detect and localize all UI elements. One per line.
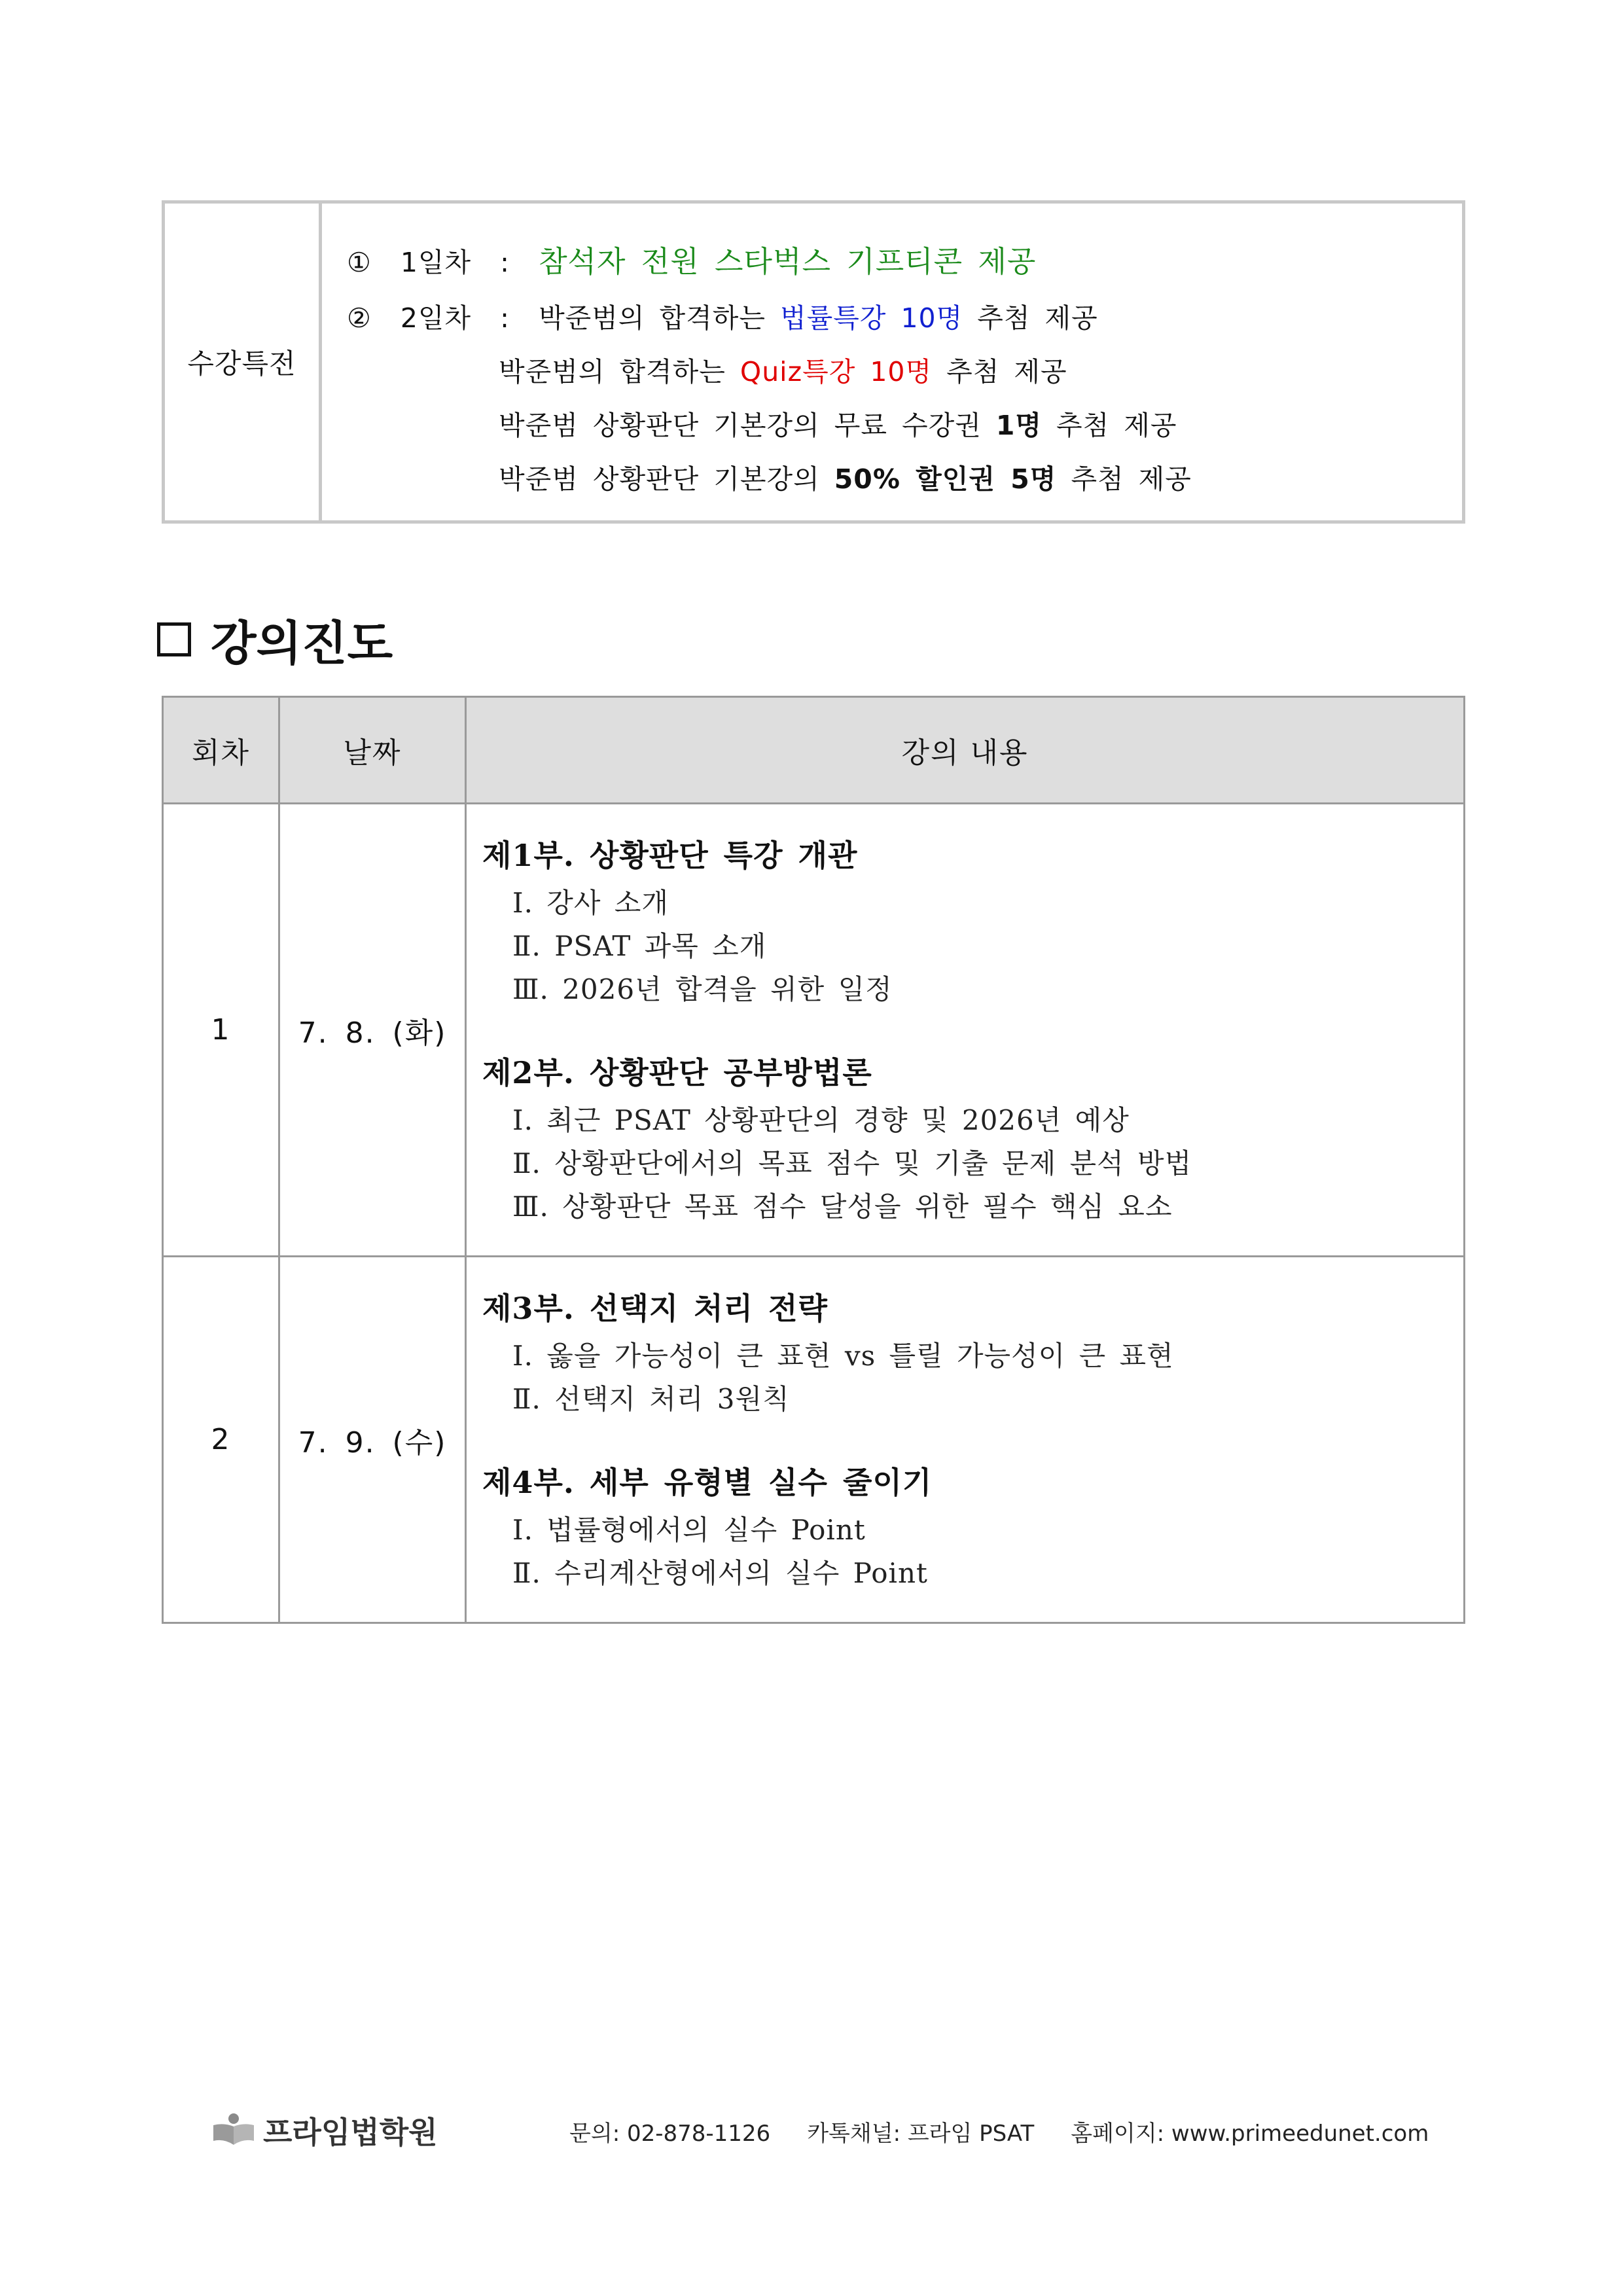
- table-row: [164, 802, 1463, 1255]
- section-title: 강의진도: [211, 616, 393, 671]
- benefit-highlight-quiz: Quiz특강 10명: [740, 356, 933, 387]
- part-item: Ⅲ. 상황판단 목표 점수 달성을 위한 필수 핵심 요소: [512, 1191, 1173, 1223]
- table-row: [164, 1255, 1463, 1622]
- benefit-line-prefix: ② 2일차 : 박준범의 합격하는: [347, 302, 780, 334]
- benefit-line-suffix: 추첨 제공: [963, 302, 1098, 334]
- part-item: Ⅰ. 법률형에서의 실수 Point: [512, 1514, 866, 1546]
- part-title: 제4부. 세부 유형별 실수 줄이기: [482, 1465, 933, 1500]
- footer-logo: [211, 2109, 438, 2152]
- session-date-cell: [280, 804, 467, 1255]
- session-content: [467, 1257, 1463, 1622]
- benefit-line-quiz: [499, 350, 1067, 389]
- session-content: [467, 804, 1463, 1255]
- footer-logo-text: 프라임법학원: [263, 2115, 438, 2150]
- footer-phone: 문의: 02-878-1126: [569, 2121, 771, 2147]
- session-no: 2: [211, 1423, 231, 1456]
- part-item: Ⅱ. 상황판단에서의 목표 점수 및 기출 문제 분석 방법: [512, 1147, 1192, 1179]
- benefits-label: 수강특전: [165, 204, 322, 520]
- benefit-bold-count: 1명: [995, 410, 1042, 441]
- part-item: Ⅱ. PSAT 과목 소개: [512, 930, 767, 962]
- benefit-line-suffix: 추첨 제공: [1056, 463, 1192, 495]
- table-header-row: [164, 698, 1463, 802]
- benefit-highlight-law: 법률특강 10명: [779, 302, 963, 334]
- benefit-line-suffix: 추첨 제공: [932, 356, 1067, 387]
- part-title: 제1부. 상황판단 특강 개관: [482, 838, 858, 873]
- part-item: Ⅲ. 2026년 합격을 위한 일정: [512, 973, 893, 1005]
- benefits-table: [162, 200, 1465, 524]
- benefit-bold-discount: 50% 할인권 5명: [834, 463, 1057, 495]
- part-item: Ⅱ. 수리계산형에서의 실수 Point: [512, 1557, 928, 1589]
- footer-homepage: 홈페이지: www.primeedunet.com: [1071, 2121, 1429, 2147]
- session-no-cell: [164, 1257, 280, 1622]
- part-item: Ⅱ. 선택지 처리 3원칙: [512, 1383, 790, 1415]
- header-date: 날짜: [280, 698, 467, 802]
- benefit-line-prefix: ① 1일차 :: [347, 247, 539, 278]
- header-no: 회차: [164, 698, 280, 802]
- benefit-line-discount: [499, 457, 1192, 496]
- part-title: 제3부. 선택지 처리 전략: [482, 1291, 828, 1326]
- benefits-body: [322, 204, 1462, 520]
- header-content: 강의 내용: [901, 736, 1029, 770]
- session-date: 7. 9. (수): [298, 1426, 447, 1460]
- benefit-highlight-gift: 참석자 전원 스타벅스 기프티콘 제공: [539, 244, 1037, 279]
- part-item: Ⅰ. 최근 PSAT 상황판단의 경향 및 2026년 예상: [512, 1104, 1130, 1136]
- benefit-line-suffix: 추첨 제공: [1042, 410, 1177, 441]
- session-no: 1: [211, 1013, 231, 1047]
- session-date-cell: [280, 1257, 467, 1622]
- session-date: 7. 8. (화): [298, 1016, 447, 1050]
- session-no-cell: [164, 804, 280, 1255]
- footer-kakao: 카톡채널: 프라임 PSAT: [807, 2121, 1035, 2147]
- benefit-line-free-pass: [499, 404, 1177, 442]
- benefit-line-prefix: 박준범 상황판단 기본강의 무료 수강권: [499, 410, 996, 441]
- benefit-line-prefix: 박준범 상황판단 기본강의: [499, 463, 834, 495]
- benefit-line-day1: [347, 238, 1036, 280]
- section-heading: [157, 605, 393, 673]
- part-item: Ⅰ. 옳을 가능성이 큰 표현 vs 틀릴 가능성이 큰 표현: [512, 1340, 1174, 1372]
- empty-square-icon: [157, 622, 191, 656]
- part-title: 제2부. 상황판단 공부방법론: [482, 1055, 872, 1090]
- benefit-line-day2: [347, 296, 1098, 335]
- footer-contact: [569, 2115, 1429, 2147]
- part-item: Ⅰ. 강사 소개: [512, 887, 669, 919]
- benefit-line-prefix: 박준범의 합격하는: [499, 356, 740, 387]
- schedule-table: [162, 696, 1465, 1624]
- book-icon: [211, 2112, 257, 2149]
